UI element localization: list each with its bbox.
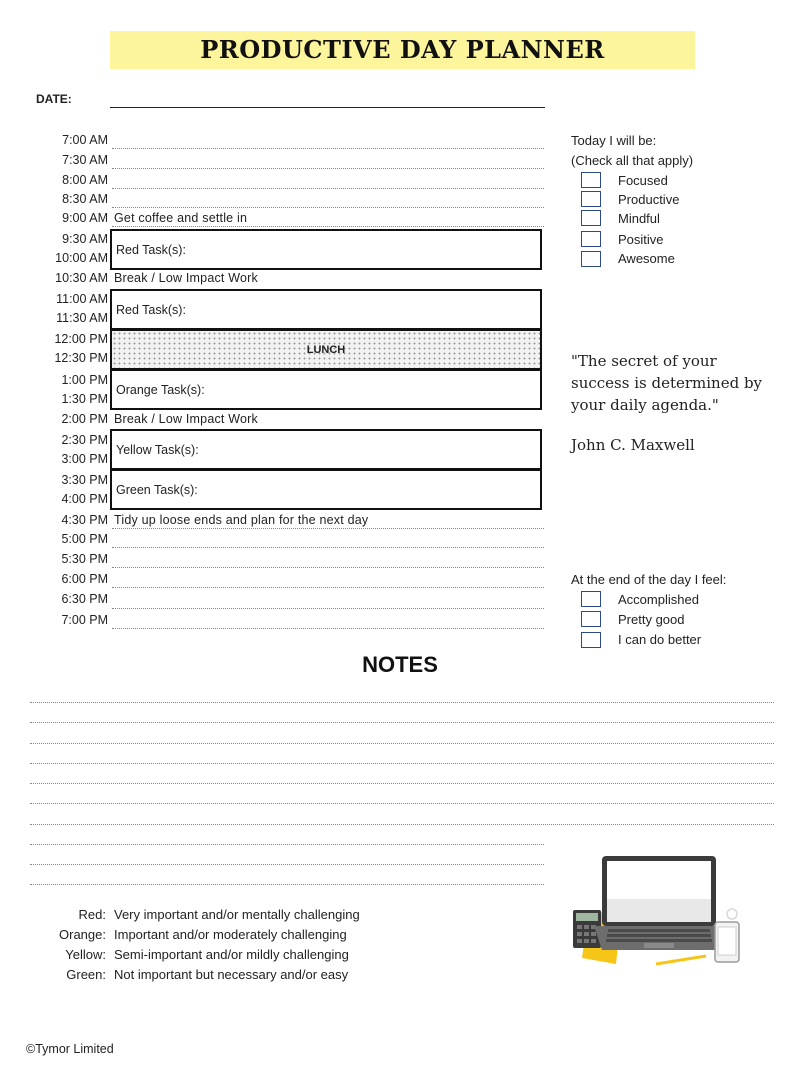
time-label: 10:00 AM xyxy=(55,251,108,265)
time-label: 8:30 AM xyxy=(62,192,108,206)
write-line[interactable] xyxy=(112,207,544,208)
time-label: 5:00 PM xyxy=(61,532,108,546)
time-label: 7:30 AM xyxy=(62,153,108,167)
time-label: 5:30 PM xyxy=(61,552,108,566)
lunch-label: LUNCH xyxy=(306,343,346,356)
tidy-row: Tidy up loose ends and plan for the next day xyxy=(114,513,369,527)
time-label: 2:00 PM xyxy=(61,412,108,426)
date-label: DATE: xyxy=(36,92,72,106)
legend-key: Yellow: xyxy=(65,947,106,962)
notes-line[interactable] xyxy=(30,844,544,845)
time-label: 6:30 PM xyxy=(61,592,108,606)
time-label: 11:30 AM xyxy=(56,311,108,325)
notes-line[interactable] xyxy=(30,864,544,865)
notes-line[interactable] xyxy=(30,884,544,885)
option-label: Awesome xyxy=(618,251,675,266)
date-input-line[interactable] xyxy=(110,107,545,108)
option-label: Pretty good xyxy=(618,612,685,627)
checkbox-positive[interactable] xyxy=(581,231,601,247)
notes-line[interactable] xyxy=(30,783,774,784)
notes-line[interactable] xyxy=(30,824,774,825)
time-label: 9:00 AM xyxy=(62,211,108,225)
time-label: 3:00 PM xyxy=(61,452,108,466)
checkbox-can-do-better[interactable] xyxy=(581,632,601,648)
checkbox-accomplished[interactable] xyxy=(581,591,601,607)
page-title: PRODUCTIVE DAY PLANNER xyxy=(200,35,605,64)
today-subheading: (Check all that apply) xyxy=(571,153,694,168)
green-task-box[interactable] xyxy=(110,469,542,510)
notes-line[interactable] xyxy=(30,722,774,723)
time-label: 2:30 PM xyxy=(61,433,108,447)
legend-value: Very important and/or mentally challenging xyxy=(114,907,360,922)
notes-line[interactable] xyxy=(30,803,774,804)
orange-task-label: Orange Task(s): xyxy=(116,382,205,397)
quote-text: "The secret of your success is determined by your daily agenda." xyxy=(571,352,763,414)
red-task-box-1[interactable] xyxy=(110,229,542,270)
write-line[interactable] xyxy=(112,567,544,568)
time-label: 7:00 AM xyxy=(62,133,108,147)
time-label: 3:30 PM xyxy=(61,473,108,487)
legend-value: Important and/or moderately challenging xyxy=(114,927,347,942)
legend-key: Green: xyxy=(66,967,106,982)
write-line[interactable] xyxy=(112,148,544,149)
copyright: ©Tymor Limited xyxy=(26,1042,114,1056)
write-line[interactable] xyxy=(112,528,544,529)
time-label: 11:00 AM xyxy=(56,292,108,306)
time-label: 12:00 PM xyxy=(54,332,108,346)
time-label: 4:30 PM xyxy=(61,513,108,527)
legend-value: Not important but necessary and/or easy xyxy=(114,967,349,982)
time-label: 12:30 PM xyxy=(54,351,108,365)
legend-key: Red: xyxy=(78,907,106,922)
quote-author: John C. Maxwell xyxy=(571,436,695,454)
write-line[interactable] xyxy=(112,587,544,588)
write-line[interactable] xyxy=(112,168,544,169)
checkbox-focused[interactable] xyxy=(581,172,601,188)
option-label: Mindful xyxy=(618,211,660,226)
write-line[interactable] xyxy=(112,188,544,189)
legend-value: Semi-important and/or mildly challenging xyxy=(114,947,349,962)
notes-line[interactable] xyxy=(30,702,774,703)
end-of-day-heading: At the end of the day I feel: xyxy=(571,572,727,587)
break-row-1: Break / Low Impact Work xyxy=(114,271,258,285)
time-label: 7:00 PM xyxy=(61,613,108,627)
checkbox-mindful[interactable] xyxy=(581,210,601,226)
time-label: 9:30 AM xyxy=(62,232,108,246)
pencil-icon xyxy=(656,956,706,964)
checkbox-awesome[interactable] xyxy=(581,251,601,267)
checkbox-pretty-good[interactable] xyxy=(581,611,601,627)
red-task-label: Red Task(s): xyxy=(116,302,186,317)
notes-line[interactable] xyxy=(30,743,774,744)
option-label: Productive xyxy=(618,192,680,207)
write-line[interactable] xyxy=(112,226,544,227)
write-line[interactable] xyxy=(112,608,544,609)
green-task-label: Green Task(s): xyxy=(116,482,198,497)
option-label: Positive xyxy=(618,232,664,247)
option-label: Focused xyxy=(618,173,668,188)
laptop-illustration xyxy=(570,852,760,972)
yellow-task-box[interactable] xyxy=(110,429,542,470)
yellow-task-label: Yellow Task(s): xyxy=(116,442,199,457)
red-task-label: Red Task(s): xyxy=(116,242,186,257)
option-label: Accomplished xyxy=(618,592,699,607)
time-label: 1:30 PM xyxy=(61,392,108,406)
today-heading: Today I will be: xyxy=(571,133,657,148)
orange-task-box[interactable] xyxy=(110,369,542,410)
break-row-2: Break / Low Impact Work xyxy=(114,412,258,426)
notes-title: NOTES xyxy=(362,652,438,677)
red-task-box-2[interactable] xyxy=(110,289,542,330)
checkbox-productive[interactable] xyxy=(581,191,601,207)
legend-key: Orange: xyxy=(59,927,106,942)
time-label: 1:00 PM xyxy=(61,373,108,387)
write-line[interactable] xyxy=(112,547,544,548)
coffee-row: Get coffee and settle in xyxy=(114,211,248,225)
write-line[interactable] xyxy=(112,628,544,629)
time-label: 8:00 AM xyxy=(62,173,108,187)
time-label: 4:00 PM xyxy=(61,492,108,506)
notes-line[interactable] xyxy=(30,763,774,764)
time-label: 6:00 PM xyxy=(61,572,108,586)
option-label: I can do better xyxy=(618,632,702,647)
lunch-block xyxy=(110,329,542,370)
time-label: 10:30 AM xyxy=(55,271,108,285)
